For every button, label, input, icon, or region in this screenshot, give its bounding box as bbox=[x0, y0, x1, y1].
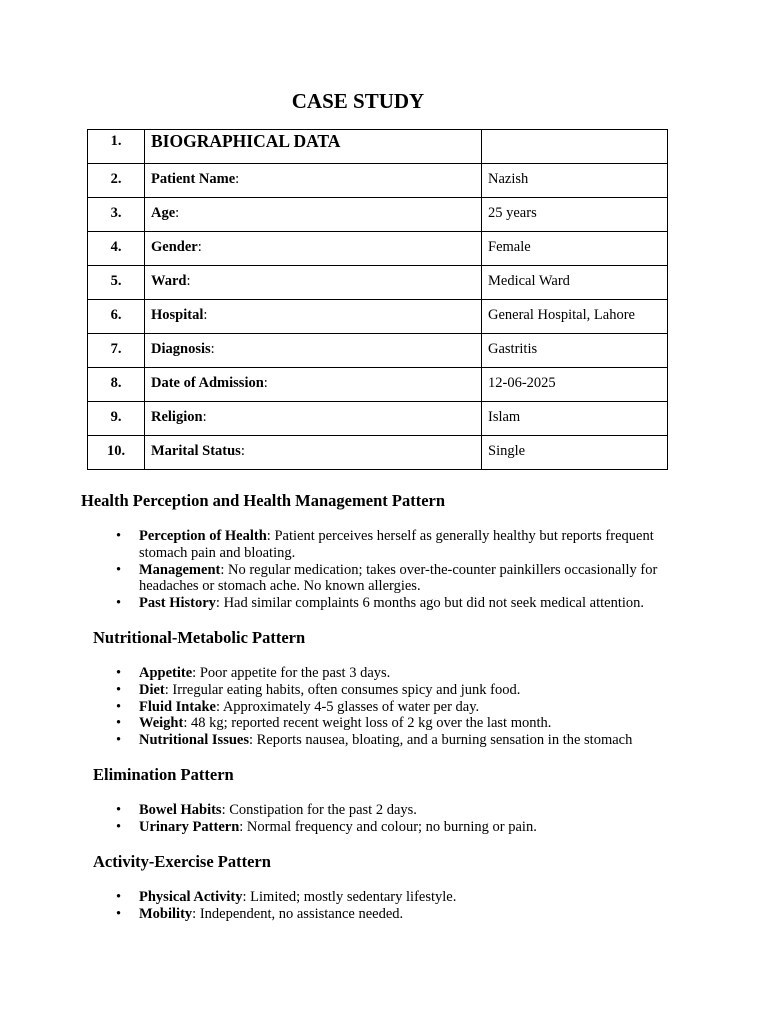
bullet-icon: • bbox=[116, 681, 122, 698]
bullet-icon: • bbox=[116, 715, 122, 732]
item-text: : Independent, no assistance needed. bbox=[192, 905, 404, 922]
table-row bbox=[88, 436, 668, 470]
field-value-patient-name: Nazish bbox=[482, 164, 668, 198]
item-text: : Reports nausea, bloating, and a burning sensation in the stomach bbox=[248, 732, 633, 749]
field-label-text: Age bbox=[151, 205, 176, 221]
list-item bbox=[0, 802, 768, 819]
field-label-religion: Religion: bbox=[145, 402, 482, 436]
bullet-icon: • bbox=[116, 698, 122, 715]
table-header-row bbox=[88, 130, 668, 164]
section-activity-exercise bbox=[0, 852, 768, 923]
section-heading: Nutritional-Metabolic Pattern bbox=[93, 628, 306, 647]
section-heading: Health Perception and Health Management Pattern bbox=[81, 491, 446, 510]
list-item bbox=[0, 889, 768, 906]
field-value-date-of-admission: 12-06-2025 bbox=[482, 368, 668, 402]
list-item bbox=[0, 906, 768, 923]
bullet-icon: • bbox=[116, 595, 122, 612]
item-label: Management bbox=[139, 561, 221, 578]
table-row bbox=[88, 300, 668, 334]
row-number: 3. bbox=[88, 198, 145, 232]
item-text: : Limited; mostly sedentary lifestyle. bbox=[242, 889, 457, 905]
bullet-list bbox=[0, 889, 768, 923]
field-value-gender: Female bbox=[482, 232, 668, 266]
section-heading: Activity-Exercise Pattern bbox=[93, 852, 271, 871]
item-label: Appetite bbox=[139, 665, 193, 681]
field-label-text: Patient Name bbox=[151, 171, 236, 187]
row-number: 7. bbox=[88, 334, 145, 368]
section-heading: Elimination Pattern bbox=[93, 765, 234, 784]
field-label-text: Ward bbox=[151, 273, 187, 289]
section-health-perception bbox=[0, 491, 768, 612]
list-item bbox=[0, 665, 768, 682]
row-number: 10. bbox=[88, 436, 145, 470]
field-label-text: Diagnosis bbox=[151, 341, 211, 357]
item-text: : Normal frequency and colour; no burning or pain. bbox=[239, 818, 537, 835]
field-label-gender: Gender: bbox=[145, 232, 482, 266]
item-label: Physical Activity bbox=[139, 889, 243, 905]
bullet-icon: • bbox=[116, 818, 122, 835]
item-label: Perception of Health bbox=[139, 528, 267, 544]
table-row bbox=[88, 266, 668, 300]
item-label: Nutritional Issues bbox=[139, 732, 249, 749]
list-item bbox=[0, 562, 768, 596]
field-label-marital-status: Marital Status: bbox=[145, 436, 482, 470]
field-label-text: Marital Status bbox=[151, 443, 241, 459]
section-nutritional-metabolic bbox=[0, 628, 768, 749]
list-item bbox=[0, 699, 768, 716]
field-label-age: Age: bbox=[145, 198, 482, 232]
item-label: Bowel Habits bbox=[139, 802, 222, 818]
row-number: 2. bbox=[88, 164, 145, 198]
field-label-patient-name: Patient Name: bbox=[145, 164, 482, 198]
field-label-text: Religion bbox=[151, 409, 203, 425]
bullet-icon: • bbox=[116, 889, 122, 905]
list-item bbox=[0, 819, 768, 836]
field-value-marital-status: Single bbox=[482, 436, 668, 470]
item-text: : Patient perceives herself as generally healthy but reports frequent stomach pain and bloating. bbox=[139, 528, 654, 561]
bullet-list bbox=[0, 528, 768, 612]
field-label-date-of-admission: Date of Admission: bbox=[145, 368, 482, 402]
item-label: Fluid Intake bbox=[139, 698, 216, 715]
item-label: Mobility bbox=[139, 905, 193, 922]
table-row bbox=[88, 164, 668, 198]
bullet-list bbox=[0, 665, 768, 749]
row-number: 1. bbox=[88, 130, 145, 164]
table-header-value bbox=[482, 130, 668, 164]
bullet-list bbox=[0, 802, 768, 836]
item-label: Weight bbox=[139, 715, 184, 732]
row-number: 8. bbox=[88, 368, 145, 402]
list-item bbox=[0, 732, 768, 749]
item-text: : 48 kg; reported recent weight loss of 2 kg over the last month. bbox=[183, 715, 552, 732]
list-item bbox=[0, 528, 768, 562]
item-text: : Had similar complaints 6 months ago but did not seek medical attention. bbox=[215, 595, 644, 612]
table-header-label: BIOGRAPHICAL DATA bbox=[145, 130, 482, 164]
section-elimination bbox=[0, 765, 768, 836]
item-text: : Approximately 4-5 glasses of water per day. bbox=[215, 698, 480, 715]
row-number: 5. bbox=[88, 266, 145, 300]
bullet-icon: • bbox=[116, 732, 122, 749]
field-label-text: Hospital bbox=[151, 307, 204, 323]
item-text: : Poor appetite for the past 3 days. bbox=[192, 665, 391, 681]
table-row bbox=[88, 402, 668, 436]
field-value-age: 25 years bbox=[482, 198, 668, 232]
list-item bbox=[0, 682, 768, 699]
field-label-text: Date of Admission bbox=[151, 375, 264, 391]
field-label-hospital: Hospital: bbox=[145, 300, 482, 334]
bullet-icon: • bbox=[116, 665, 122, 681]
biographical-data-table bbox=[87, 129, 668, 470]
bullet-icon: • bbox=[116, 802, 122, 818]
row-number: 4. bbox=[88, 232, 145, 266]
field-label-diagnosis: Diagnosis: bbox=[145, 334, 482, 368]
item-label: Past History bbox=[139, 595, 216, 612]
item-text: : No regular medication; takes over-the-counter painkillers occasionally for headaches or stomach ache. No known allergies. bbox=[139, 561, 658, 595]
bullet-icon: • bbox=[116, 905, 122, 922]
table-row bbox=[88, 368, 668, 402]
field-label-text: Gender bbox=[151, 239, 198, 255]
row-number: 9. bbox=[88, 402, 145, 436]
table-row bbox=[88, 232, 668, 266]
item-label: Diet bbox=[139, 681, 165, 698]
list-item bbox=[0, 595, 768, 612]
table-row bbox=[88, 334, 668, 368]
field-value-diagnosis: Gastritis bbox=[482, 334, 668, 368]
field-label-ward: Ward: bbox=[145, 266, 482, 300]
page-title: CASE STUDY bbox=[291, 89, 425, 113]
item-label: Urinary Pattern bbox=[139, 818, 240, 835]
table-row bbox=[88, 198, 668, 232]
bullet-icon: • bbox=[116, 528, 122, 544]
field-value-ward: Medical Ward bbox=[482, 266, 668, 300]
field-value-religion: Islam bbox=[482, 402, 668, 436]
bullet-icon: • bbox=[116, 561, 122, 578]
item-text: : Constipation for the past 2 days. bbox=[221, 802, 417, 818]
row-number: 6. bbox=[88, 300, 145, 334]
list-item bbox=[0, 715, 768, 732]
item-text: : Irregular eating habits, often consumes spicy and junk food. bbox=[164, 681, 521, 698]
field-value-hospital: General Hospital, Lahore bbox=[482, 300, 668, 334]
